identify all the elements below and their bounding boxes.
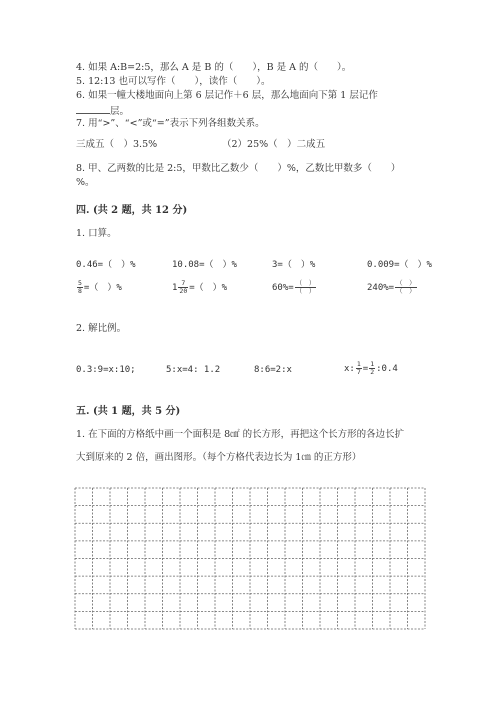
question-6: 6. 如果一幢大楼地面向上第 6 层记作＋6 层，那么地面向下第 1 层记作 <box>76 90 378 101</box>
calc-item: 0.009=（ ）% <box>367 260 432 270</box>
proportion-item: x: $\frac{1}{7}$ = $\frac{1}{2}$ :0.4 <box>344 360 398 376</box>
section-5-question-line-1: 1. 在下面的方格纸中画一个面积是 8㎠ 的长方形，再把这个长方形的各边长扩 <box>76 429 405 440</box>
question-5: 5. 12:13 也可以写作（ ），读作（ ）。 <box>76 76 271 87</box>
sub-question-1: 1. 口算。 <box>76 228 117 239</box>
question-7-item-2: （2）25%（ ）二成五 <box>222 139 326 150</box>
answer-blank <box>76 104 110 114</box>
question-6-continuation: 层。 <box>76 104 129 118</box>
sub-question-2: 2. 解比例。 <box>76 323 127 334</box>
question-7: 7. 用“>”、“<”或“=”表示下列各组数关系。 <box>76 118 265 129</box>
section-4-title: 四. (共 2 题，共 12 分) <box>76 205 188 216</box>
question-4: 4. 如果 A:B=2:5，那么 A 是 B 的（ ），B 是 A 的（ ）。 <box>76 62 352 73</box>
calc-item: 240%= $\frac{( )}{( )}$ <box>367 279 416 295</box>
question-8-line-2: %。 <box>76 177 95 188</box>
calc-item: 60%= $\frac{( )}{( )}$ <box>272 279 316 295</box>
section-5-title: 五. (共 1 题，共 5 分) <box>76 406 181 417</box>
question-8-line-1: 8. 甲、乙两数的比是 2:5，甲数比乙数少（ ）%，乙数比甲数多（ ） <box>76 163 401 174</box>
proportion-item: 0.3:9=x:10; <box>76 365 136 375</box>
calc-item: $\frac{5}{8}$ =（ ）% <box>78 279 122 295</box>
proportion-item: 8:6=2:x <box>254 365 292 375</box>
calc-item: 3=（ ）% <box>272 260 316 270</box>
calc-item: 10.08=（ ）% <box>172 260 237 270</box>
proportion-item: 5:x=4: 1.2 <box>166 365 221 375</box>
calc-item: 0.46=（ ）% <box>76 260 136 270</box>
section-5-question-line-2: 大到原来的 2 倍，画出图形。（每个方格代表边长为 1㎝ 的正方形） <box>76 452 362 463</box>
calc-item: 1 $\frac{7}{20}$ =（ ）% <box>172 279 228 295</box>
graph-paper-grid[interactable] <box>74 487 426 630</box>
question-7-item-1: 三成五（ ）3.5% <box>76 139 158 150</box>
